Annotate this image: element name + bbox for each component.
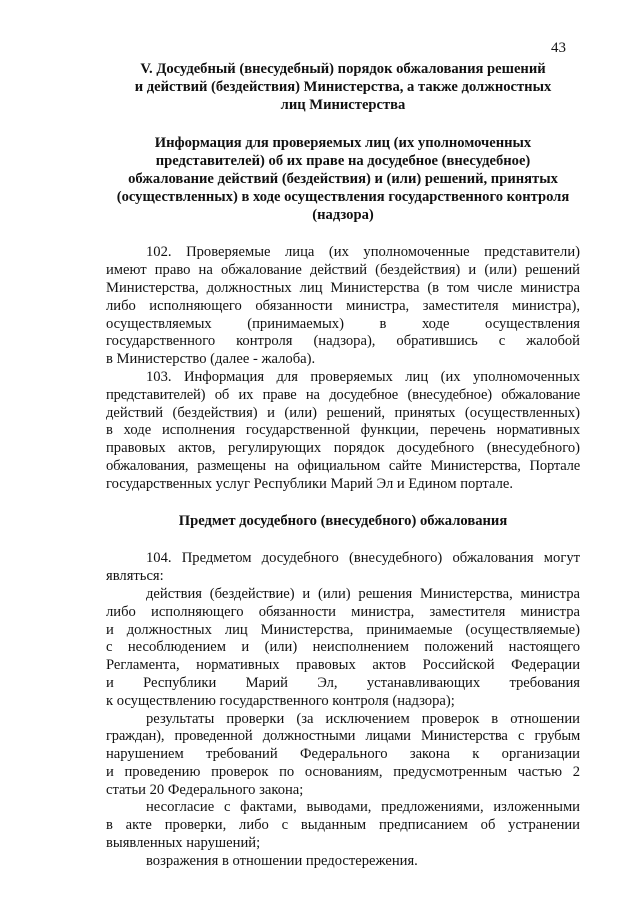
paragraph-line: возражения в отношении предостережения. [146, 852, 418, 869]
paragraph-line: граждан), проведенной должностными лицами Министерства с грубым [106, 728, 580, 745]
subsection-title-line: представителей) об их праве на досудебное (внесудебное) [155, 153, 531, 170]
document-body [106, 61, 580, 871]
section-title-line: V. Досудебный (внесудебный) порядок обжалования решений [140, 61, 546, 77]
paragraph-line: в Министерство (далее - жалоба). [106, 351, 316, 368]
section-title-line: и действий (бездействия) Министерства, а также должностных [134, 78, 552, 95]
paragraph-line: выявленных нарушений; [106, 835, 261, 852]
paragraph-line: статьи 20 Федерального закона; [106, 781, 304, 798]
paragraph-line: действий (бездействия) и (или) решений, принятых (осуществленных) [106, 404, 580, 421]
paragraph-103 [106, 369, 580, 494]
paragraph-line: и Республики Марий Эл, устанавливающих требования [106, 674, 580, 691]
paragraph-line: и проведению проверок по основаниям, предусмотренным частью 2 [106, 763, 580, 780]
paragraph-102 [106, 244, 580, 369]
paragraph-line: с несоблюдением и (или) неисполнением положений настоящего [106, 639, 580, 656]
paragraph-line: в ходе исполнения государственной функции, перечень нормативных [106, 422, 580, 439]
list-item-results [106, 711, 580, 800]
paragraph-line: являться: [106, 568, 164, 585]
subsection-title-line: обжалование действий (бездействия) и (или) решений, принятых [128, 170, 558, 187]
paragraph-line: 103. Информация для проверяемых лиц (их уполномоченных [146, 368, 580, 385]
paragraph-line: либо исполняющего обязанности министра, заместителя министра [106, 603, 580, 620]
paragraph-line: и должностных лиц Министерства, принимаемые (осуществляемые) [106, 621, 580, 638]
list-item-disagreement [106, 799, 580, 852]
paragraph-line: 104. Предметом досудебного (внесудебного) обжалования могут [146, 550, 580, 567]
paragraph-line: имеют право на обжалование действий (бездействия) и (или) решений [106, 262, 580, 279]
paragraph-line: Министерства, должностных лиц Министерства (в том числе министра [106, 279, 580, 296]
subject-title: Предмет досудебного (внесудебного) обжалования [178, 512, 508, 529]
paragraph-line: 102. Проверяемые лица (их уполномоченные представители) [146, 244, 580, 261]
paragraph-line: результаты проверки (за исключением проверок в отношении [146, 710, 580, 727]
paragraph-line: обжалования, размещены на официальном сайте Министерства, Портале [106, 457, 580, 474]
paragraph-line: либо исполняющего обязанности министра, заместителя министра), [106, 297, 580, 314]
paragraph-line: правовых актов, регулирующих порядок досудебного (внесудебного) [106, 440, 580, 457]
list-item-actions [106, 586, 580, 711]
paragraph-line: несогласие с фактами, выводами, предложениями, изложенными [146, 799, 580, 816]
paragraph-line: к осуществлению государственного контроля (надзора); [106, 692, 455, 709]
subsection-title-line: Информация для проверяемых лиц (их уполномоченных [154, 135, 532, 152]
paragraph-line: государственного контроля (надзора), обратившись с жалобой [106, 333, 580, 350]
paragraph-line: осуществляемых (принимаемых) в ходе осуществления [106, 315, 580, 332]
paragraph-line: государственных услуг Республики Марий Эл и Едином портале. [106, 475, 513, 492]
paragraph-line: Регламента, нормативных правовых актов Российской Федерации [106, 657, 580, 674]
page-number: 43 [551, 40, 566, 56]
subsection-title [106, 135, 580, 224]
paragraph-line: нарушением требований Федерального закона к организации [106, 746, 580, 763]
paragraph-line: представителей) об их праве на досудебное (внесудебное) обжалование [106, 386, 580, 403]
subsection-title-line: (надзора) [312, 206, 374, 223]
list-item-objections [106, 853, 580, 871]
subsection-title-line: (осуществленных) в ходе осуществления государственного контроля [116, 188, 570, 205]
paragraph-104 [106, 550, 580, 586]
section-title [106, 61, 580, 114]
paragraph-line: в акте проверки, либо с выданным предписанием об устранении [106, 817, 580, 834]
section-title-line: лиц Министерства [280, 96, 406, 113]
paragraph-line: действия (бездействие) и (или) решения Министерства, министра [146, 585, 580, 602]
